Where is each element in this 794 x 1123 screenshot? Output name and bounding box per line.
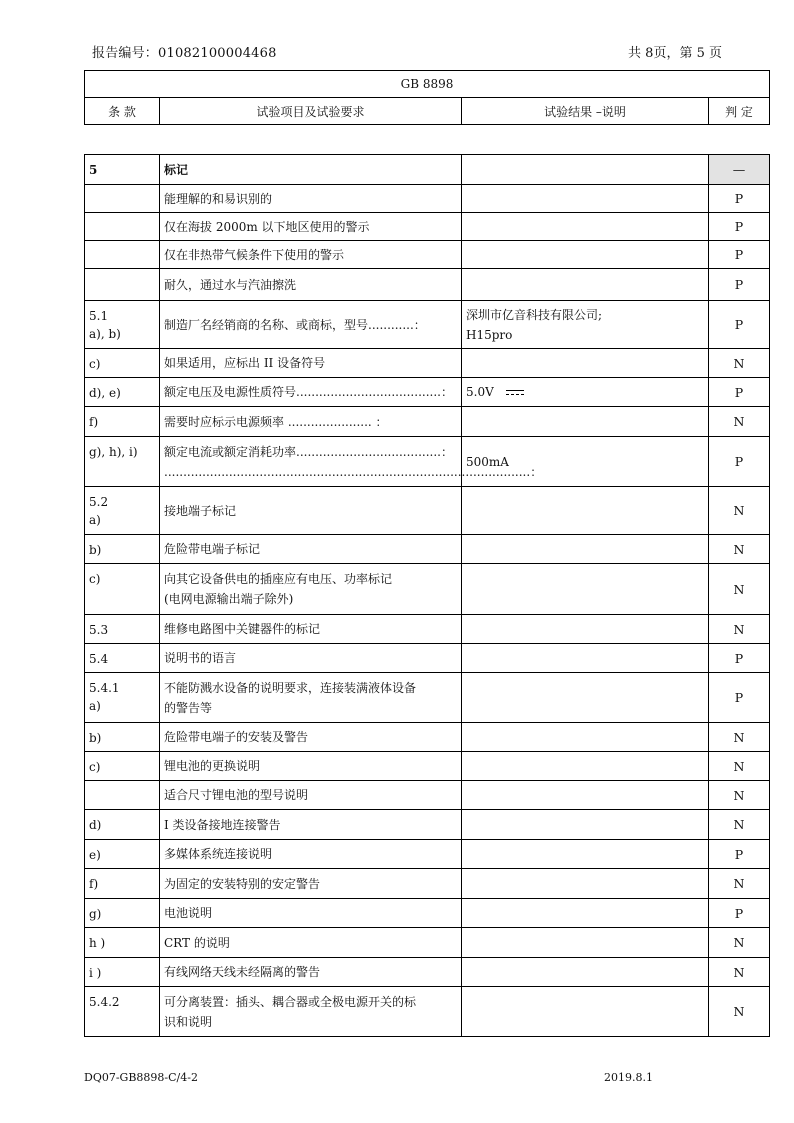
requirement-cell [160, 349, 462, 378]
table-row [85, 958, 770, 987]
verdict-cell-text: N [733, 503, 745, 518]
verdict-cell-text: P [734, 905, 744, 921]
verdict-cell [709, 564, 770, 615]
clause-cell-text: a) [89, 699, 101, 713]
result-cell [462, 349, 709, 378]
requirement-cell-text: I 类设备接地连接警告 [164, 817, 281, 832]
clause-cell-text: 5.4 [89, 652, 109, 666]
requirement-cell [160, 301, 462, 349]
verdict-cell [709, 615, 770, 644]
requirement-cell-text: 危险带电端子标记 [164, 542, 261, 556]
column-header-clause: 条 款 [85, 98, 160, 125]
result-cell [462, 928, 709, 958]
requirement-cell [160, 564, 462, 615]
clause-cell-text: 5.3 [89, 623, 109, 637]
requirement-cell-text: 不能防溅水设备的说明要求，连接装满液体设备 [164, 680, 417, 695]
verdict-cell-text: — [732, 162, 746, 177]
requirement-cell [160, 213, 462, 241]
verdict-cell-text: N [733, 758, 745, 774]
table-row [85, 781, 770, 810]
page-info: 共 8页，第 5 页 [628, 46, 722, 61]
clause-cell-text: d) [89, 818, 102, 832]
result-cell [462, 269, 709, 301]
verdict-cell [709, 155, 770, 185]
verdict-cell-text: N [733, 355, 745, 371]
result-cell-text: 深圳市亿音科技有限公司; [466, 307, 603, 322]
verdict-cell-text: P [734, 846, 744, 862]
result-cell [462, 810, 709, 840]
requirement-cell-text: 危险带电端子的安装及警告 [164, 730, 309, 744]
requirement-cell-text: 制造厂名经销商的名称、或商标，型号............： [164, 317, 426, 332]
clause-cell [85, 378, 160, 407]
requirement-cell-text: 仅在海拔 2000m 以下地区使用的警示 [164, 219, 370, 234]
verdict-cell [709, 987, 770, 1037]
requirement-cell-text: 能理解的和易识别的 [164, 191, 273, 206]
footer-date: 2019.8.1 [604, 1071, 653, 1084]
verdict-cell [709, 301, 770, 349]
requirement-cell-text: ................................................................................................： [164, 464, 543, 479]
clause-cell-text: 5.4.1 [89, 681, 120, 695]
clause-cell-text: b) [89, 543, 102, 557]
clause-cell-text: c) [89, 357, 101, 371]
clause-cell-text: f) [89, 877, 99, 891]
table-row [85, 810, 770, 840]
result-cell [462, 213, 709, 241]
verdict-cell-text: N [733, 621, 745, 637]
verdict-cell [709, 673, 770, 723]
standard-title: GB 8898 [85, 71, 770, 98]
table-row [85, 869, 770, 899]
table-row [85, 378, 770, 407]
table-row [85, 155, 770, 185]
clause-cell-text: a), b) [89, 327, 121, 341]
requirement-cell [160, 869, 462, 899]
clause-cell-text: b) [89, 731, 102, 745]
clause-cell-text: d), e) [89, 386, 121, 400]
clause-cell-text: g) [89, 907, 102, 921]
result-cell-text: 500mA [466, 454, 509, 469]
requirement-cell [160, 810, 462, 840]
requirement-cell [160, 644, 462, 673]
clause-cell [85, 987, 160, 1037]
verdict-cell-text: P [734, 317, 744, 332]
clause-cell [85, 752, 160, 781]
requirement-cell-text: 需要时应标示电源频率 ...................... ： [164, 414, 388, 429]
requirement-cell [160, 781, 462, 810]
table-row [85, 349, 770, 378]
table-row [85, 487, 770, 535]
requirement-cell [160, 378, 462, 407]
verdict-cell [709, 378, 770, 407]
result-cell-text: 5.0V [466, 385, 494, 399]
clause-cell [85, 723, 160, 752]
clause-cell-text: g), h), i) [89, 445, 138, 459]
requirement-cell-text: (电网电源输出端子除外) [164, 592, 294, 606]
clause-cell [85, 928, 160, 958]
requirement-cell [160, 241, 462, 269]
requirement-cell [160, 487, 462, 535]
requirement-cell-text: 耐久，通过水与汽油擦洗 [164, 277, 297, 292]
result-cell-text: H15pro [466, 327, 513, 342]
requirement-cell [160, 185, 462, 213]
requirement-cell [160, 723, 462, 752]
result-cell [462, 241, 709, 269]
clause-cell [85, 437, 160, 487]
table-row [85, 928, 770, 958]
table-row [85, 644, 770, 673]
verdict-cell [709, 241, 770, 269]
requirement-cell [160, 615, 462, 644]
clause-cell [85, 535, 160, 564]
clause-cell-text: c) [89, 760, 101, 774]
requirement-cell-text: 识和说明 [164, 1014, 213, 1029]
result-cell [462, 437, 709, 487]
requirement-cell [160, 673, 462, 723]
result-cell [462, 564, 709, 615]
requirement-cell-text: 锂电池的更换说明 [164, 759, 261, 773]
column-header-item: 试验项目及试验要求 [160, 98, 462, 125]
requirement-cell-text: 多媒体系统连接说明 [164, 847, 273, 861]
verdict-cell-text: P [734, 247, 744, 262]
result-cell [462, 301, 709, 349]
verdict-cell [709, 535, 770, 564]
requirement-cell-text: 为固定的安装特别的安定警告 [164, 876, 321, 891]
verdict-cell-text: N [733, 729, 745, 745]
requirement-cell-text: 向其它设备供电的插座应有电压、功率标记 [164, 572, 393, 586]
table-header [84, 70, 770, 125]
requirement-cell [160, 840, 462, 869]
table-row [85, 723, 770, 752]
table-row [85, 564, 770, 615]
clause-cell [85, 407, 160, 437]
report-number: 报告编号：01082100004468 [92, 46, 277, 61]
verdict-cell [709, 487, 770, 535]
table-row [85, 185, 770, 213]
table-row [85, 437, 770, 487]
table-row [85, 301, 770, 349]
result-cell [462, 407, 709, 437]
result-cell [462, 535, 709, 564]
verdict-cell-text: N [733, 876, 745, 891]
verdict-cell-text: P [734, 454, 744, 469]
table-row [85, 213, 770, 241]
requirement-cell-text: 电池说明 [164, 906, 213, 920]
verdict-cell-text: N [733, 1004, 745, 1019]
clause-cell-text: e) [89, 848, 101, 862]
clause-cell [85, 840, 160, 869]
result-cell [462, 869, 709, 899]
verdict-cell-text: N [733, 787, 745, 803]
clause-cell [85, 349, 160, 378]
verdict-cell-text: P [734, 191, 744, 206]
verdict-cell-text: P [734, 384, 744, 400]
requirement-cell [160, 155, 462, 185]
requirement-cell-text: 额定电流或额定消耗功率......................................： [164, 444, 453, 459]
form-number: DQ07-GB8898-C/4-2 [84, 1071, 198, 1084]
requirement-cell [160, 958, 462, 987]
verdict-cell [709, 723, 770, 752]
clause-cell-text: 5.1 [89, 309, 109, 323]
clause-cell [85, 269, 160, 301]
table-row [85, 407, 770, 437]
verdict-cell-text: N [733, 414, 745, 429]
result-cell [462, 723, 709, 752]
clause-cell-text: 5.4.2 [89, 995, 120, 1009]
clause-cell [85, 673, 160, 723]
clause-cell [85, 487, 160, 535]
requirement-cell [160, 535, 462, 564]
result-cell [462, 899, 709, 928]
clause-cell [85, 155, 160, 185]
clause-cell [85, 185, 160, 213]
result-cell [462, 615, 709, 644]
requirement-cell-text: 标记 [164, 162, 189, 177]
table-row [85, 840, 770, 869]
verdict-cell [709, 269, 770, 301]
table-row [85, 899, 770, 928]
verdict-cell [709, 781, 770, 810]
table-row [85, 752, 770, 781]
table-row [85, 987, 770, 1037]
result-cell [462, 185, 709, 213]
clause-cell [85, 644, 160, 673]
clause-cell [85, 869, 160, 899]
requirement-cell [160, 407, 462, 437]
requirement-cell [160, 987, 462, 1037]
result-cell [462, 673, 709, 723]
clause-cell [85, 241, 160, 269]
clause-cell-text: i ) [89, 966, 102, 980]
result-cell [462, 378, 709, 407]
verdict-cell [709, 644, 770, 673]
requirement-cell-text: CRT 的说明 [164, 935, 230, 950]
requirement-cell-text: 有线网络天线未经隔离的警告 [164, 965, 321, 979]
clause-cell [85, 958, 160, 987]
table-row [85, 241, 770, 269]
requirement-cell [160, 752, 462, 781]
requirement-cell [160, 928, 462, 958]
clause-cell [85, 810, 160, 840]
verdict-cell [709, 185, 770, 213]
requirement-cell [160, 899, 462, 928]
requirement-cell-text: 仅在非热带气候条件下使用的警示 [164, 247, 345, 262]
verdict-cell-text: N [733, 581, 745, 597]
requirement-cell-text: 可分离装置：插头、耦合器或全极电源开关的标 [164, 994, 417, 1009]
requirement-cell-text: 接地端子标记 [164, 503, 237, 518]
result-cell [462, 487, 709, 535]
column-header-result: 试验结果 –说明 [462, 98, 709, 125]
verdict-cell [709, 349, 770, 378]
verdict-cell [709, 213, 770, 241]
result-cell [462, 155, 709, 185]
result-cell [462, 958, 709, 987]
table-row [85, 269, 770, 301]
verdict-cell [709, 407, 770, 437]
verdict-cell-text: N [733, 541, 745, 557]
requirement-cell [160, 269, 462, 301]
clause-cell [85, 564, 160, 615]
result-cell [462, 752, 709, 781]
result-cell [462, 644, 709, 673]
clause-cell-text: 5.2 [89, 495, 109, 509]
verdict-cell-text: N [733, 817, 745, 832]
verdict-cell-text: N [733, 964, 745, 980]
requirement-cell-text: 适合尺寸锂电池的型号说明 [164, 788, 309, 802]
clause-cell [85, 213, 160, 241]
table-row [85, 615, 770, 644]
verdict-cell [709, 752, 770, 781]
clause-cell-text: 5 [89, 162, 98, 177]
clause-cell-text: h ) [89, 936, 106, 950]
verdict-cell [709, 899, 770, 928]
table-row [85, 535, 770, 564]
column-header-verdict: 判 定 [709, 98, 770, 125]
result-cell [462, 987, 709, 1037]
clause-cell [85, 781, 160, 810]
result-cell [462, 840, 709, 869]
verdict-cell [709, 840, 770, 869]
clause-cell-text: a) [89, 513, 101, 527]
requirement-cell-text: 的警告等 [164, 700, 213, 715]
verdict-cell [709, 958, 770, 987]
verdict-cell-text: P [734, 650, 744, 666]
table-row [85, 673, 770, 723]
verdict-cell [709, 810, 770, 840]
clause-cell-text: f) [89, 415, 99, 429]
clause-cell-text: c) [89, 572, 101, 586]
dc-symbol-icon [506, 390, 524, 395]
verdict-cell [709, 437, 770, 487]
requirement-cell-text: 说明书的语言 [164, 651, 237, 665]
clause-cell [85, 899, 160, 928]
verdict-cell [709, 928, 770, 958]
test-table [84, 154, 770, 1037]
clause-cell [85, 301, 160, 349]
requirement-cell-text: 维修电路图中关键器件的标记 [164, 622, 321, 636]
requirement-cell-text: 额定电压及电源性质符号......................................： [164, 385, 453, 399]
requirement-cell-text: 如果适用，应标出 II 设备符号 [164, 356, 326, 370]
verdict-cell-text: N [733, 935, 745, 950]
result-cell [462, 781, 709, 810]
verdict-cell [709, 869, 770, 899]
clause-cell [85, 615, 160, 644]
verdict-cell-text: P [734, 219, 744, 234]
verdict-cell-text: P [734, 277, 744, 292]
verdict-cell-text: P [734, 690, 744, 705]
